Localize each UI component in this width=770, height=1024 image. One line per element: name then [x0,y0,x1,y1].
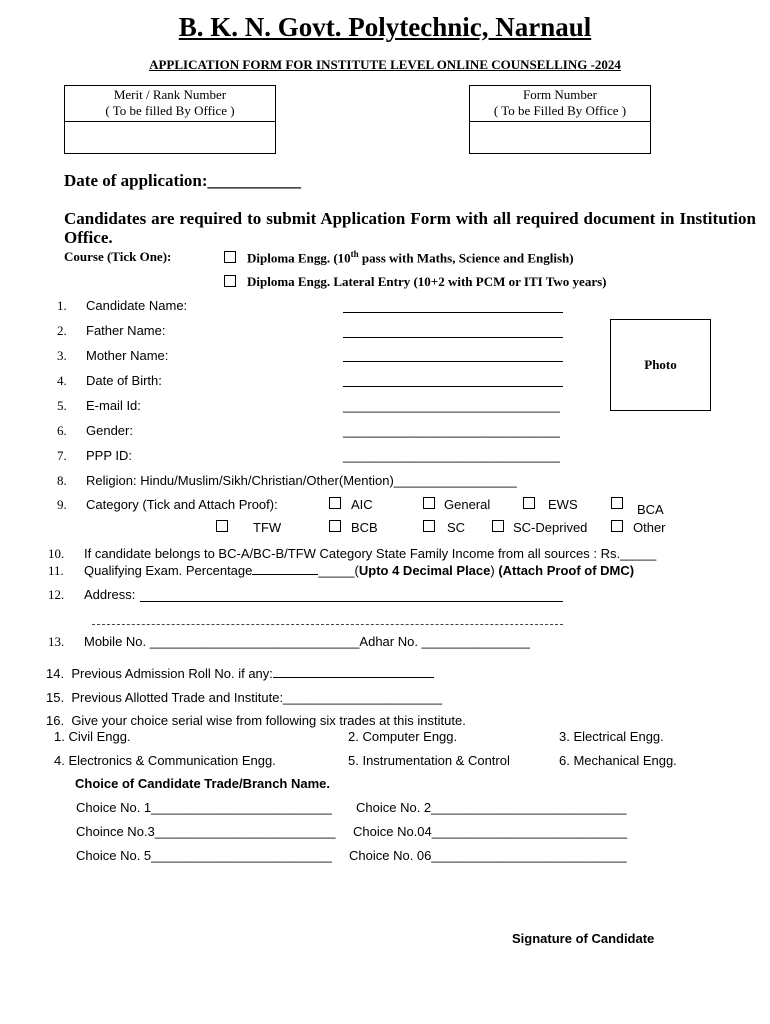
religion-label[interactable]: Religion: Hindu/Muslim/Sikh/Christian/Other(Mention)_________________ [86,473,517,488]
checkbox-icon[interactable] [492,520,504,532]
category-sc-deprived[interactable]: SC-Deprived [492,520,587,535]
category-ews[interactable]: EWS [523,497,578,512]
checkbox-icon[interactable] [423,497,435,509]
family-income-label[interactable]: If candidate belongs to BC-A/BC-B/TFW Category State Family Income from all sources : Rs._____ [84,546,657,561]
field-number: 11. [48,563,64,578]
gender-label: Gender: [86,423,133,438]
qualifying-exam-row[interactable]: Qualifying Exam. Percentage _____(Upto 4 Decimal Place) (Attach Proof of DMC) [84,563,635,578]
qualifying-percentage-line[interactable] [252,573,318,575]
checkbox-icon[interactable] [224,275,236,287]
choice-5[interactable]: Choice No. 5_________________________ [76,848,332,863]
form-number-box [469,85,651,154]
field-number: 2. [57,323,67,338]
category-sc[interactable]: SC [423,520,465,535]
trade-electrical: 3. Electrical Engg. [559,729,664,744]
mother-name-label: Mother Name: [86,348,169,363]
course-option-lateral-entry[interactable]: Diploma Engg. Lateral Entry (10+2 with PCM or ITI Two years) [224,274,606,290]
checkbox-icon[interactable] [611,520,623,532]
form-number-title: Form Number [522,87,598,102]
field-number: 16. [46,713,65,728]
choice-2[interactable]: Choice No. 2___________________________ [356,800,627,815]
choice-heading: Choice of Candidate Trade/Branch Name. [75,776,331,791]
prev-trade-row[interactable]: 15. Previous Allotted Trade and Institute:______________________ [46,690,443,705]
gender-blank[interactable]: ______________________________ [343,423,560,438]
field-number: 6. [57,423,67,438]
email-label: E-mail Id: [86,398,141,413]
address-line-1[interactable] [140,601,563,602]
trade-mechanical: 6. Mechanical Engg. [559,753,677,768]
form-title: B. K. N. Govt. Polytechnic, Narnaul [178,12,592,42]
field-number: 1. [57,298,67,313]
category-other[interactable]: Other [611,520,666,535]
choice-intro: 16. Give your choice serial wise from following six trades at this institute. [46,713,466,728]
choice-4[interactable]: Choice No.04___________________________ [353,824,627,839]
photo-label: Photo [644,357,677,372]
field-number: 8. [57,473,67,488]
category-aic[interactable]: AIC [329,497,373,512]
choice-3[interactable]: Choince No.3_________________________ [76,824,336,839]
form-subtitle: APPLICATION FORM FOR INSTITUTE LEVEL ONLINE COUNSELLING -2024 [149,57,621,72]
trade-electronics: 4. Electronics & Communication Engg. [54,753,276,768]
checkbox-icon[interactable] [423,520,435,532]
course-option-diploma[interactable]: Diploma Engg. (10th pass with Maths, Science and English) [224,249,574,266]
email-blank[interactable]: ______________________________ [343,398,560,413]
checkbox-icon[interactable] [216,520,228,532]
field-number: 4. [57,373,67,388]
field-number: 12. [48,587,65,602]
checkbox-icon[interactable] [329,520,341,532]
field-number: 10. [48,546,65,561]
photo-box [610,319,711,411]
father-name-label: Father Name: [86,323,166,338]
mother-name-line[interactable] [343,361,563,362]
choice-6[interactable]: Choice No. 06___________________________ [349,848,627,863]
checkbox-icon[interactable] [329,497,341,509]
checkbox-icon[interactable] [224,251,236,263]
merit-rank-box [64,85,276,154]
field-number: 15. [46,690,65,705]
checkbox-icon[interactable] [611,497,623,509]
trade-instrumentation: 5. Instrumentation & Control [348,753,510,768]
candidate-name-line[interactable] [343,312,563,313]
submission-notice: Candidates are required to submit Application Form with all required document in Institution Office. [64,209,756,247]
ppp-id-label: PPP ID: [86,448,133,463]
father-name-line[interactable] [343,337,563,338]
field-number: 3. [57,348,67,363]
category-bcb[interactable]: BCB [329,520,378,535]
category-general[interactable]: General [423,497,490,512]
mobile-adhar-row[interactable]: Mobile No. _____________________________Adhar No. _______________ [84,634,531,649]
address-label: Address: [84,587,136,602]
category-bca[interactable]: BCA [611,497,664,517]
checkbox-icon[interactable] [523,497,535,509]
prev-roll-row[interactable]: 14. Previous Admission Roll No. if any: [46,666,434,681]
date-of-birth-line[interactable] [343,386,563,387]
date-of-birth-label: Date of Birth: [86,373,162,388]
choice-1[interactable]: Choice No. 1_________________________ [76,800,332,815]
date-of-application[interactable]: Date of application:___________ [64,171,302,190]
field-number: 5. [57,398,67,413]
address-line-2[interactable] [92,624,563,625]
form-number-note: ( To be Filled By Office ) [493,103,627,118]
prev-roll-line[interactable] [273,676,434,678]
category-label: Category (Tick and Attach Proof): [86,497,278,512]
ppp-id-blank[interactable]: ______________________________ [343,448,560,463]
merit-box-title: Merit / Rank Number [113,87,227,102]
field-number: 7. [57,448,67,463]
field-number: 14. [46,666,65,681]
field-number: 9. [57,497,67,512]
candidate-signature: Signature of Candidate [512,931,655,946]
field-number: 13. [48,634,65,649]
trade-computer: 2. Computer Engg. [348,729,458,744]
candidate-name-label: Candidate Name: [86,298,188,313]
merit-box-note: ( To be filled By Office ) [105,103,235,118]
trade-civil: 1. Civil Engg. [54,729,131,744]
category-tfw[interactable]: TFW [216,520,281,535]
course-label: Course (Tick One): [64,249,172,264]
